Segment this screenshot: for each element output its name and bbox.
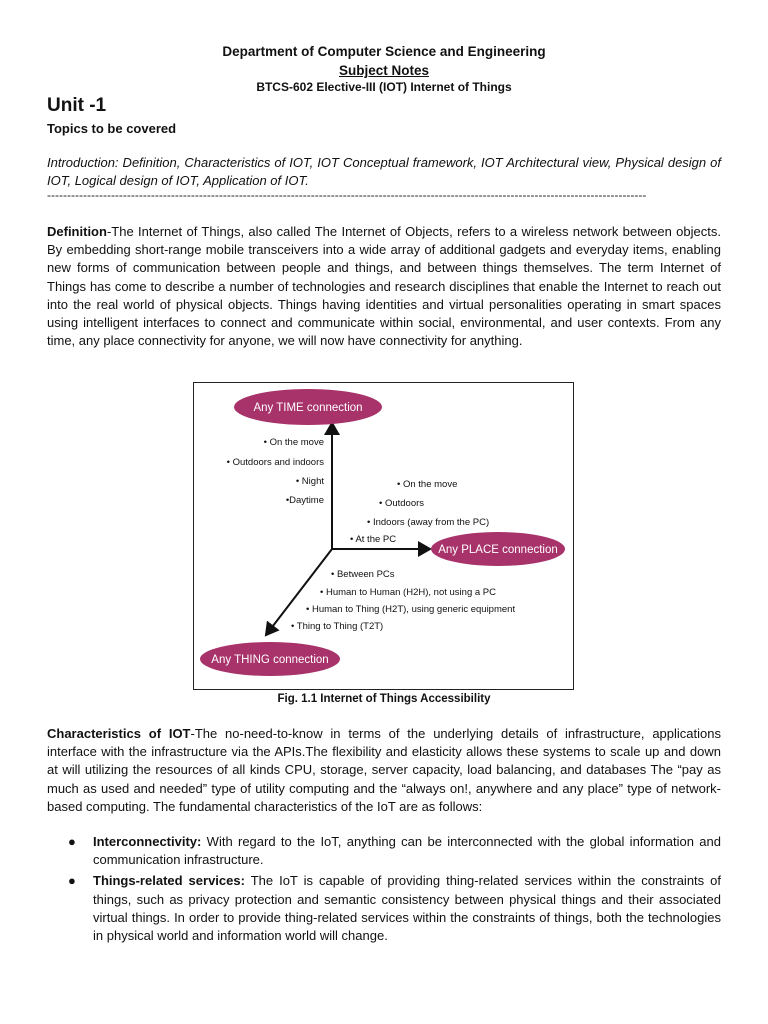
place-point: • Indoors (away from the PC) (367, 517, 490, 528)
thing-point: • Between PCs (331, 569, 395, 580)
characteristics-paragraph (47, 725, 721, 816)
unit-heading: Unit -1 (47, 95, 107, 116)
thing-label: Any THING connection (211, 654, 329, 666)
thing-point: • Human to Human (H2H), not using a PC (320, 587, 496, 598)
definition-paragraph (47, 223, 721, 350)
list-item (68, 833, 721, 869)
characteristics-term: Characteristics of IOT (47, 726, 191, 741)
thing-point: • Human to Thing (H2T), using generic equipment (306, 604, 516, 615)
characteristics-text: -The no-need-to-know in terms of the underlying details of infrastructure, applications interface with the infrastructure via the APIs.The flexibility and elasticity allows these systems to scale up and down at will utilizing the resources of all kinds CPU, storage, server capacity, load balancing, and databases The “pay as much as used and needed” type of utility computing and the “always on!, anywhere and any place” type of network-based computing. The fundamental characteristics of the IoT are as follows: (47, 726, 721, 814)
time-point: • Night (295, 476, 324, 487)
department-title: Department of Computer Science and Engineering (222, 44, 546, 59)
bullet-term: Interconnectivity: (93, 834, 202, 849)
place-point: • At the PC (350, 534, 397, 545)
subject-title: Subject Notes (338, 63, 430, 78)
time-label: Any TIME connection (253, 402, 363, 414)
iot-accessibility-figure (193, 382, 574, 690)
place-point: • On the move (397, 479, 458, 490)
list-item (68, 872, 721, 945)
separator-line: ------------------------------------------------------------------------------------------------------------------------------------------------------ (47, 188, 647, 202)
place-label: Any PLACE connection (438, 544, 558, 556)
bullet-icon: ● (68, 834, 76, 849)
figure-caption: Fig. 1.1 Internet of Things Accessibility (277, 693, 491, 705)
definition-text: -The Internet of Things, also called The Internet of Objects, refers to a wireless network between objects. By embedding short-range mobile transceivers into a wide array of additional gadgets and everyday items, enabling new forms of communication between people and things, and between things themselves. The term Internet of Things has come to describe a number of technologies and research disciplines that enable the Internet to reach out into the real world of physical objects. Things having identities and virtual personalities operating in smart spaces using intelligent interfaces to connect and communicate within social, environmental, and user contexts. From any time, any place connectivity for anyone, we will now have connectivity for anything. (47, 224, 721, 349)
topics-heading: Topics to be covered (47, 121, 177, 136)
bullet-text: With regard to the IoT, anything can be interconnected with the global information and communication infrastructure. (93, 834, 721, 868)
time-point: • Outdoors and indoors (226, 457, 324, 468)
bullet-text: The IoT is capable of providing thing-related services within the constraints of things, such as privacy protection and semantic consistency between physical things and their associated virtual things. In order to provide thing-related services within the constraints of things, both the technologies in physical world and information world will change. (93, 873, 721, 944)
bullet-icon: ● (68, 873, 76, 889)
time-point: •Daytime (285, 495, 324, 506)
characteristics-list (68, 833, 721, 948)
definition-term: Definition (47, 224, 107, 239)
topics-list: Introduction: Definition, Characteristics of IOT, IOT Conceptual framework, IOT Architectural view, Physical design of IOT, Logical design of IOT, Application of IOT. (47, 155, 721, 189)
thing-point: • Thing to Thing (T2T) (291, 621, 384, 632)
time-point: • On the move (263, 437, 324, 448)
course-title: BTCS-602 Elective-III (IOT) Internet of Things (256, 80, 512, 94)
bullet-term: Things-related services: (93, 873, 245, 889)
figure-diagram (194, 383, 573, 689)
place-point: • Outdoors (379, 498, 425, 509)
